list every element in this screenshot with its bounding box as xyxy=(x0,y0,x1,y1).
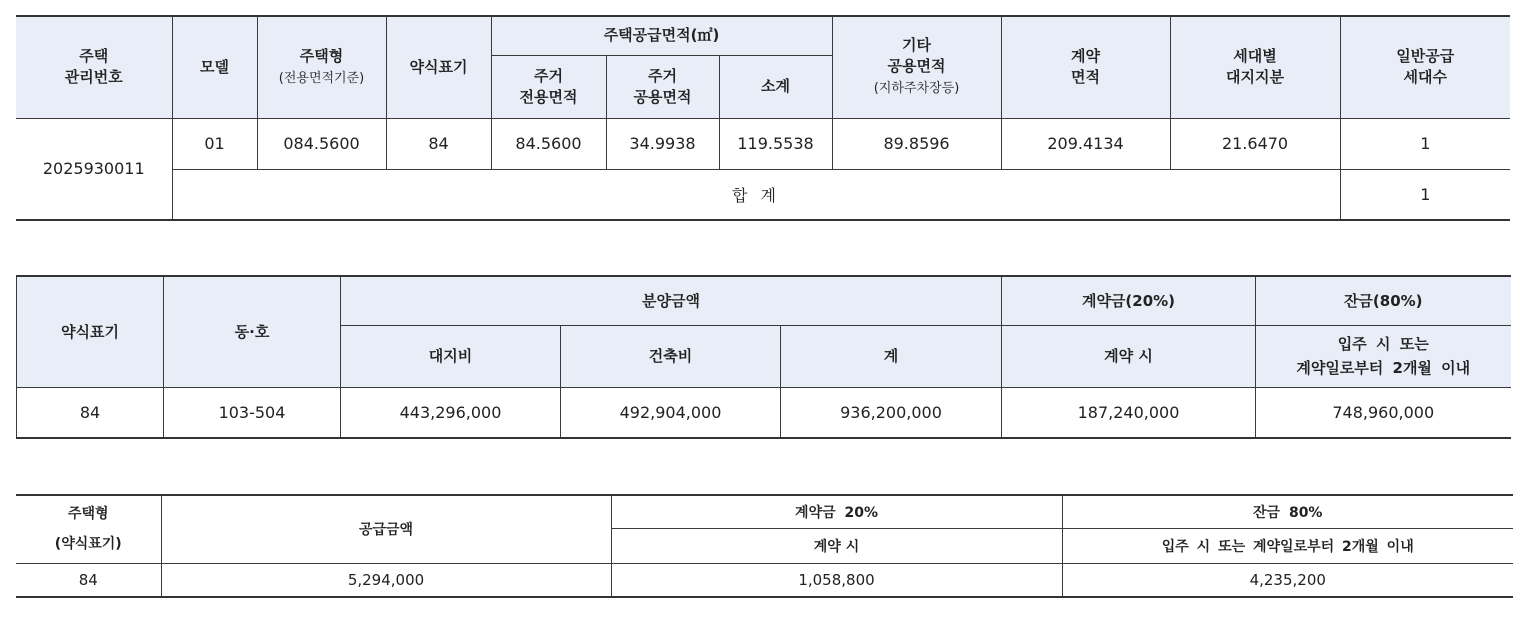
deposit-cell: 1,058,800 xyxy=(611,563,1062,597)
sum-cell: 936,200,000 xyxy=(781,387,1002,438)
header-building-cost: 건축비 xyxy=(561,325,781,387)
header-balance: 잔금(80%) xyxy=(1256,276,1511,325)
contract-area-cell: 209.4134 xyxy=(1001,118,1170,169)
header-land-share: 세대별 대지지분 xyxy=(1170,16,1340,118)
header-model: 모델 xyxy=(172,16,257,118)
header-supply-area: 주택공급면적(㎡) xyxy=(491,16,832,55)
header-sale-price: 분양금액 xyxy=(341,276,1002,325)
header-balance: 잔금 80% xyxy=(1062,495,1513,528)
table-row xyxy=(16,118,1510,169)
header-unit: 동·호 xyxy=(164,276,341,387)
header-deposit: 계약금(20%) xyxy=(1002,276,1256,325)
header-abbrev: 약식표기 xyxy=(17,276,164,387)
table-row xyxy=(16,563,1513,597)
housing-type-cell: 84 xyxy=(16,563,161,597)
residential-common-cell: 34.9938 xyxy=(606,118,719,169)
housing-type-cell: 084.5600 xyxy=(257,118,386,169)
management-no-cell: 2025930011 xyxy=(16,118,172,220)
header-supply-amount: 공급금액 xyxy=(161,495,611,563)
general-supply-cell: 1 xyxy=(1340,118,1510,169)
balance-cell: 748,960,000 xyxy=(1256,387,1511,438)
header-housing-type: 주택형 (약식표기) xyxy=(16,495,161,563)
supply-amount-cell: 5,294,000 xyxy=(161,563,611,597)
header-deposit-when: 계약 시 xyxy=(611,528,1062,563)
header-residential-exclusive: 주거 전용면적 xyxy=(491,55,606,118)
unit-cell: 103-504 xyxy=(164,387,341,438)
header-sum: 계 xyxy=(781,325,1002,387)
total-label: 합 계 xyxy=(172,169,1340,220)
header-deposit-when: 계약 시 xyxy=(1002,325,1256,387)
total-row xyxy=(16,169,1510,220)
abbrev-cell: 84 xyxy=(17,387,164,438)
other-common-cell: 89.8596 xyxy=(832,118,1001,169)
residential-exclusive-cell: 84.5600 xyxy=(491,118,606,169)
header-balance-when: 입주 시 또는 계약일로부터 2개월 이내 xyxy=(1062,528,1513,563)
header-residential-common: 주거 공용면적 xyxy=(606,55,719,118)
header-other-common-area: 기타 공용면적 (지하주차장등) xyxy=(832,16,1001,118)
header-management-no: 주택 관리번호 xyxy=(16,16,172,118)
model-cell: 01 xyxy=(172,118,257,169)
total-general-supply-cell: 1 xyxy=(1340,169,1510,220)
land-share-cell: 21.6470 xyxy=(1170,118,1340,169)
subtotal-cell: 119.5538 xyxy=(719,118,832,169)
header-general-supply: 일반공급 세대수 xyxy=(1340,16,1510,118)
supply-amount-table xyxy=(16,494,1513,598)
header-land-cost: 대지비 xyxy=(341,325,561,387)
header-abbrev: 약식표기 xyxy=(386,16,491,118)
sale-price-table xyxy=(16,275,1511,439)
building-cost-cell: 492,904,000 xyxy=(561,387,781,438)
header-housing-type: 주택형 (전용면적기준) xyxy=(257,16,386,118)
balance-cell: 4,235,200 xyxy=(1062,563,1513,597)
header-balance-when: 입주 시 또는 계약일로부터 2개월 이내 xyxy=(1256,325,1511,387)
deposit-cell: 187,240,000 xyxy=(1002,387,1256,438)
abbrev-cell: 84 xyxy=(386,118,491,169)
housing-area-table xyxy=(16,15,1510,221)
table-row xyxy=(17,387,1511,438)
header-subtotal: 소계 xyxy=(719,55,832,118)
land-cost-cell: 443,296,000 xyxy=(341,387,561,438)
header-deposit: 계약금 20% xyxy=(611,495,1062,528)
header-contract-area: 계약 면적 xyxy=(1001,16,1170,118)
